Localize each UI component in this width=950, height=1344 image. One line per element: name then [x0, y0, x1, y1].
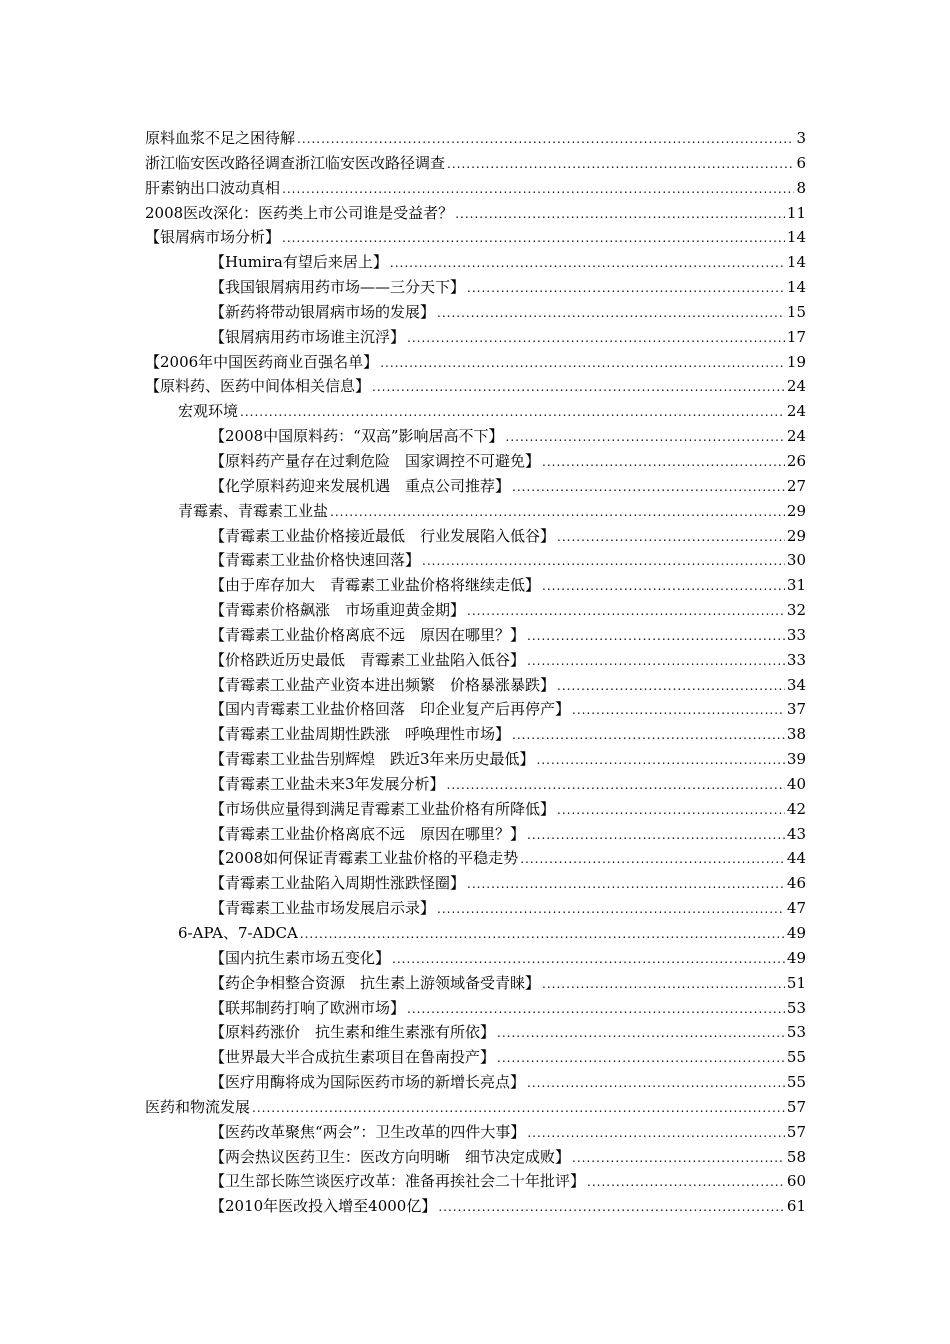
- toc-entry-line: [210, 699, 806, 719]
- dot-leader: [527, 1123, 785, 1143]
- toc-entry-page-number: 60: [786, 1172, 806, 1191]
- toc-entry[interactable]: [0, 872, 950, 897]
- toc-entry[interactable]: [0, 400, 950, 425]
- toc-entry[interactable]: [0, 226, 950, 251]
- dot-leader: [527, 1073, 785, 1093]
- toc-entry-page-number: 49: [786, 924, 806, 942]
- toc-entry-title[interactable]: 6-APA、7-ADCA: [178, 924, 298, 942]
- toc-entry-page-number: 46: [786, 874, 806, 893]
- toc-entry-page-number: 6: [796, 153, 806, 172]
- toc-entry-title[interactable]: 2008医改深化：医药类上市公司谁是受益者？: [145, 203, 454, 222]
- toc-entry-page-number: 3: [796, 129, 806, 147]
- toc-entry-line: [145, 153, 806, 173]
- dot-leader: [437, 899, 785, 919]
- toc-entry[interactable]: [0, 947, 950, 972]
- toc-entry-line: [210, 476, 806, 496]
- toc-entry[interactable]: [0, 1121, 950, 1146]
- toc-entry[interactable]: [0, 127, 950, 152]
- dot-leader: [297, 129, 794, 149]
- toc-entry[interactable]: [0, 972, 950, 997]
- toc-entry-line: [178, 923, 806, 943]
- toc-entry[interactable]: [0, 1146, 950, 1171]
- dot-leader: [392, 949, 785, 969]
- toc-entry-line: [210, 1122, 806, 1142]
- toc-entry-line: [210, 675, 806, 695]
- toc-entry[interactable]: [0, 500, 950, 525]
- toc-entry-page-number: 57: [786, 1097, 806, 1116]
- toc-entry-title[interactable]: 宏观环境: [178, 402, 239, 421]
- toc-entry-line: [210, 724, 806, 744]
- toc-entry-title[interactable]: 医药和物流发展: [145, 1097, 251, 1116]
- toc-entry-line: [210, 998, 806, 1018]
- toc-entry-line: [210, 848, 806, 868]
- dot-leader: [520, 849, 785, 869]
- toc-entry[interactable]: [0, 1021, 950, 1046]
- toc-entry-page-number: 40: [786, 774, 806, 793]
- toc-entry-title[interactable]: 【我国银屑病用药市场——三分天下】: [210, 278, 466, 297]
- toc-entry-line: [210, 625, 806, 645]
- dot-leader: [527, 825, 785, 845]
- toc-entry-page-number: 33: [786, 650, 806, 669]
- toc-entry-line: [210, 1022, 806, 1042]
- dot-leader: [380, 353, 785, 373]
- toc-entry-page-number: 53: [786, 1023, 806, 1042]
- toc-entry-title[interactable]: 【市场供应量得到满足青霉素工业盐价格有所降低】: [210, 799, 556, 818]
- dot-leader: [467, 278, 785, 298]
- toc-entry-line: [178, 401, 806, 421]
- toc-entry-title[interactable]: 【两会热议医药卫生：医改方向明晰 细节决定成败】: [210, 1147, 571, 1166]
- toc-entry-title[interactable]: 【2010年医改投入增至4000亿】: [210, 1197, 437, 1216]
- toc-entry-page-number: 47: [786, 899, 806, 918]
- toc-entry-line: [210, 302, 806, 322]
- toc-entry-line: [145, 128, 806, 148]
- toc-entry[interactable]: [0, 202, 950, 227]
- toc-entry-title[interactable]: 【青霉素工业盐周期性跌涨 呼唤理性市场】: [210, 725, 511, 744]
- dot-leader: [252, 1098, 785, 1118]
- dot-leader: [390, 253, 785, 273]
- toc-entry[interactable]: [0, 798, 950, 823]
- toc-entry-page-number: 34: [786, 675, 806, 694]
- toc-entry-title[interactable]: 【原料药涨价 抗生素和维生素涨有所依】: [210, 1023, 496, 1042]
- toc-entry-line: [210, 600, 806, 620]
- toc-entry-line: [210, 1171, 806, 1191]
- toc-entry-line: [145, 1097, 806, 1117]
- dot-leader: [512, 725, 785, 745]
- toc-entry-line: [210, 526, 806, 546]
- toc-entry-line: [210, 327, 806, 347]
- toc-entry-title[interactable]: 【联邦制药打响了欧洲市场】: [210, 998, 406, 1017]
- dot-leader: [447, 775, 785, 795]
- table-of-contents: [0, 127, 950, 1220]
- toc-entry-page-number: 51: [786, 973, 806, 992]
- toc-entry-line: [210, 898, 806, 918]
- toc-entry[interactable]: [0, 450, 950, 475]
- toc-entry-page-number: 33: [786, 625, 806, 644]
- dot-leader: [437, 303, 785, 323]
- toc-entry-line: [210, 824, 806, 844]
- toc-entry-title[interactable]: 【青霉素工业盐未来3年发展分析】: [210, 774, 445, 793]
- toc-entry-title[interactable]: 【青霉素工业盐价格离底不远 原因在哪里？】: [210, 625, 526, 644]
- toc-entry-page-number: 24: [786, 377, 806, 396]
- toc-entry[interactable]: [0, 723, 950, 748]
- toc-entry-page-number: 42: [786, 799, 806, 818]
- toc-entry[interactable]: [0, 152, 950, 177]
- toc-entry-page-number: 49: [786, 948, 806, 967]
- toc-entry-line: [210, 277, 806, 297]
- toc-entry[interactable]: [0, 847, 950, 872]
- toc-entry-title[interactable]: 【2008如何保证青霉素工业盐价格的平稳走势: [210, 849, 519, 868]
- toc-entry-title[interactable]: 【原料药、医药中间体相关信息】: [145, 377, 371, 396]
- dot-leader: [497, 1023, 785, 1043]
- toc-entry-line: [210, 1072, 806, 1092]
- dot-leader: [372, 377, 785, 397]
- dot-leader: [447, 154, 794, 174]
- toc-entry-page-number: 11: [786, 203, 806, 222]
- toc-entry-title[interactable]: 肝素钠出口波动真相: [145, 178, 281, 197]
- dot-leader: [512, 477, 785, 497]
- toc-entry[interactable]: [0, 922, 950, 947]
- toc-entry[interactable]: [0, 748, 950, 773]
- toc-entry-title[interactable]: 原料血浆不足之困待解: [145, 129, 296, 147]
- toc-entry-page-number: 57: [786, 1122, 806, 1141]
- toc-entry[interactable]: [0, 1071, 950, 1096]
- toc-entry-page-number: 43: [786, 824, 806, 843]
- toc-entry-title[interactable]: 【银屑病用药市场谁主沉浮】: [210, 327, 406, 346]
- toc-entry-page-number: 32: [786, 601, 806, 620]
- toc-entry-title[interactable]: 【青霉素工业盐价格快速回落】: [210, 551, 421, 570]
- toc-entry-page-number: 58: [786, 1147, 806, 1166]
- toc-entry-title[interactable]: 【2006年中国医药商业百强名单】: [145, 352, 379, 371]
- dot-leader: [527, 626, 785, 646]
- toc-entry[interactable]: [0, 326, 950, 351]
- dot-leader: [542, 576, 785, 596]
- toc-entry[interactable]: [0, 649, 950, 674]
- toc-entry[interactable]: [0, 624, 950, 649]
- toc-entry-page-number: 14: [786, 253, 806, 272]
- dot-leader: [240, 402, 785, 422]
- toc-entry-page-number: 14: [786, 228, 806, 247]
- dot-leader: [467, 601, 785, 621]
- dot-leader: [282, 179, 794, 199]
- toc-entry[interactable]: [0, 1096, 950, 1121]
- toc-entry-line: [210, 252, 806, 272]
- toc-entry-title[interactable]: 【青霉素工业盐产业资本进出频繁 价格暴涨暴跌】: [210, 675, 556, 694]
- toc-entry-title[interactable]: 【医药改革聚焦“两会”：卫生改革的四件大事】: [210, 1122, 526, 1141]
- toc-entry[interactable]: [0, 276, 950, 301]
- dot-leader: [557, 676, 785, 696]
- dot-leader: [572, 1148, 785, 1168]
- toc-entry-page-number: 61: [786, 1197, 806, 1216]
- toc-entry[interactable]: [0, 1170, 950, 1195]
- toc-entry[interactable]: [0, 897, 950, 922]
- dot-leader: [282, 228, 785, 248]
- toc-entry-page-number: 37: [786, 700, 806, 719]
- toc-entry-title[interactable]: 【青霉素工业盐市场发展启示录】: [210, 899, 436, 918]
- toc-entry-line: [145, 376, 806, 396]
- toc-entry-page-number: 14: [786, 278, 806, 297]
- dot-leader: [572, 700, 785, 720]
- dot-leader: [557, 800, 785, 820]
- toc-entry-line: [145, 227, 806, 247]
- toc-entry[interactable]: [0, 997, 950, 1022]
- toc-entry[interactable]: [0, 549, 950, 574]
- toc-entry-line: [210, 1047, 806, 1067]
- toc-entry-title[interactable]: 【青霉素价格飙涨 市场重迎黄金期】: [210, 601, 466, 620]
- toc-entry-page-number: 38: [786, 725, 806, 744]
- toc-entry-line: [210, 1196, 806, 1216]
- dot-leader: [467, 874, 785, 894]
- toc-entry-page-number: 24: [786, 427, 806, 446]
- toc-entry[interactable]: [0, 301, 950, 326]
- dot-leader: [587, 1172, 785, 1192]
- dot-leader: [422, 551, 785, 571]
- toc-entry-page-number: 53: [786, 998, 806, 1017]
- toc-entry-title[interactable]: 【青霉素工业盐价格接近最低 行业发展陷入低谷】: [210, 526, 556, 545]
- toc-entry-page-number: 8: [796, 178, 806, 197]
- dot-leader: [330, 502, 785, 522]
- toc-entry-page-number: 26: [786, 451, 806, 470]
- toc-entry-line: [210, 774, 806, 794]
- toc-entry-page-number: 30: [786, 551, 806, 570]
- dot-leader: [300, 924, 785, 944]
- toc-entry-title[interactable]: 【银屑病市场分析】: [145, 228, 281, 247]
- toc-entry-title[interactable]: 【国内抗生素市场五变化】: [210, 948, 391, 967]
- toc-entry-title[interactable]: 【价格跌近历史最低 青霉素工业盐陷入低谷】: [210, 650, 526, 669]
- toc-entry-page-number: 15: [786, 302, 806, 321]
- toc-entry-title[interactable]: 青霉素、青霉素工业盐: [178, 501, 329, 520]
- toc-entry-page-number: 39: [786, 750, 806, 769]
- toc-entry-page-number: 27: [786, 476, 806, 495]
- toc-entry-line: [145, 203, 806, 223]
- toc-entry[interactable]: [0, 1195, 950, 1220]
- toc-entry[interactable]: [0, 375, 950, 400]
- toc-entry-title[interactable]: 【药企争相整合资源 抗生素上游领域备受青睐】: [210, 973, 541, 992]
- dot-leader: [557, 527, 785, 547]
- toc-entry-page-number: 19: [786, 352, 806, 371]
- toc-entry-title[interactable]: 【2008中国原料药：“双高”影响居高不下】: [210, 427, 504, 446]
- toc-entry[interactable]: [0, 773, 950, 798]
- toc-entry-line: [210, 873, 806, 893]
- toc-entry[interactable]: [0, 674, 950, 699]
- toc-entry-line: [210, 550, 806, 570]
- toc-entry-page-number: 29: [786, 501, 806, 520]
- toc-entry-title[interactable]: 【由于库存加大 青霉素工业盐价格将继续走低】: [210, 576, 541, 595]
- toc-entry-title[interactable]: 【医疗用酶将成为国际医药市场的新增长亮点】: [210, 1073, 526, 1092]
- dot-leader: [455, 204, 785, 224]
- toc-entry-title[interactable]: 浙江临安医改路径调查浙江临安医改路径调查: [145, 153, 446, 172]
- toc-entry[interactable]: [0, 574, 950, 599]
- toc-entry-page-number: 31: [786, 576, 806, 595]
- toc-entry[interactable]: [0, 823, 950, 848]
- dot-leader: [506, 427, 785, 447]
- toc-entry-line: [210, 799, 806, 819]
- toc-entry-line: [210, 973, 806, 993]
- toc-entry[interactable]: [0, 177, 950, 202]
- toc-entry-line: [210, 1147, 806, 1167]
- toc-entry-line: [210, 575, 806, 595]
- toc-entry-line: [145, 178, 806, 198]
- dot-leader: [497, 1048, 785, 1068]
- toc-entry-page-number: 55: [786, 1073, 806, 1092]
- toc-entry-line: [210, 749, 806, 769]
- toc-entry-title[interactable]: 【新药将带动银屑病市场的发展】: [210, 302, 436, 321]
- toc-entry-title[interactable]: 【Humira有望后来居上】: [210, 253, 388, 272]
- toc-entry[interactable]: [0, 351, 950, 376]
- dot-leader: [438, 1197, 785, 1217]
- toc-entry[interactable]: [0, 698, 950, 723]
- dot-leader: [407, 999, 785, 1019]
- toc-entry[interactable]: [0, 1046, 950, 1071]
- toc-entry-page-number: 55: [786, 1048, 806, 1067]
- dot-leader: [542, 452, 785, 472]
- toc-entry[interactable]: [0, 525, 950, 550]
- toc-entry-title[interactable]: 【国内青霉素工业盐价格回落 印企业复产后再停产】: [210, 700, 571, 719]
- dot-leader: [542, 974, 785, 994]
- toc-entry-page-number: 24: [786, 402, 806, 421]
- toc-entry-line: [210, 426, 806, 446]
- toc-entry-line: [210, 451, 806, 471]
- toc-entry[interactable]: [0, 425, 950, 450]
- dot-leader: [407, 328, 785, 348]
- toc-entry[interactable]: [0, 599, 950, 624]
- toc-entry-title[interactable]: 【青霉素工业盐价格离底不远 原因在哪里？】: [210, 824, 526, 843]
- toc-entry-line: [210, 948, 806, 968]
- toc-entry[interactable]: [0, 251, 950, 276]
- toc-entry-line: [210, 650, 806, 670]
- toc-entry-page-number: 29: [786, 526, 806, 545]
- toc-entry-line: [178, 501, 806, 521]
- toc-entry-title[interactable]: 【卫生部长陈竺谈医疗改革：准备再挨社会二十年批评】: [210, 1172, 586, 1191]
- toc-entry-title[interactable]: 【青霉素工业盐告别辉煌 跌近3年来历史最低】: [210, 750, 535, 769]
- toc-entry-title[interactable]: 【原料药产量存在过剩危险 国家调控不可避免】: [210, 451, 541, 470]
- toc-entry[interactable]: [0, 475, 950, 500]
- toc-entry-title[interactable]: 【世界最大半合成抗生素项目在鲁南投产】: [210, 1048, 496, 1067]
- toc-entry-page-number: 44: [786, 849, 806, 868]
- dot-leader: [527, 651, 785, 671]
- toc-entry-line: [145, 352, 806, 372]
- toc-entry-title[interactable]: 【青霉素工业盐陷入周期性涨跌怪圈】: [210, 874, 466, 893]
- toc-entry-title[interactable]: 【化学原料药迎来发展机遇 重点公司推荐】: [210, 476, 511, 495]
- toc-entry-page-number: 17: [786, 327, 806, 346]
- dot-leader: [537, 750, 785, 770]
